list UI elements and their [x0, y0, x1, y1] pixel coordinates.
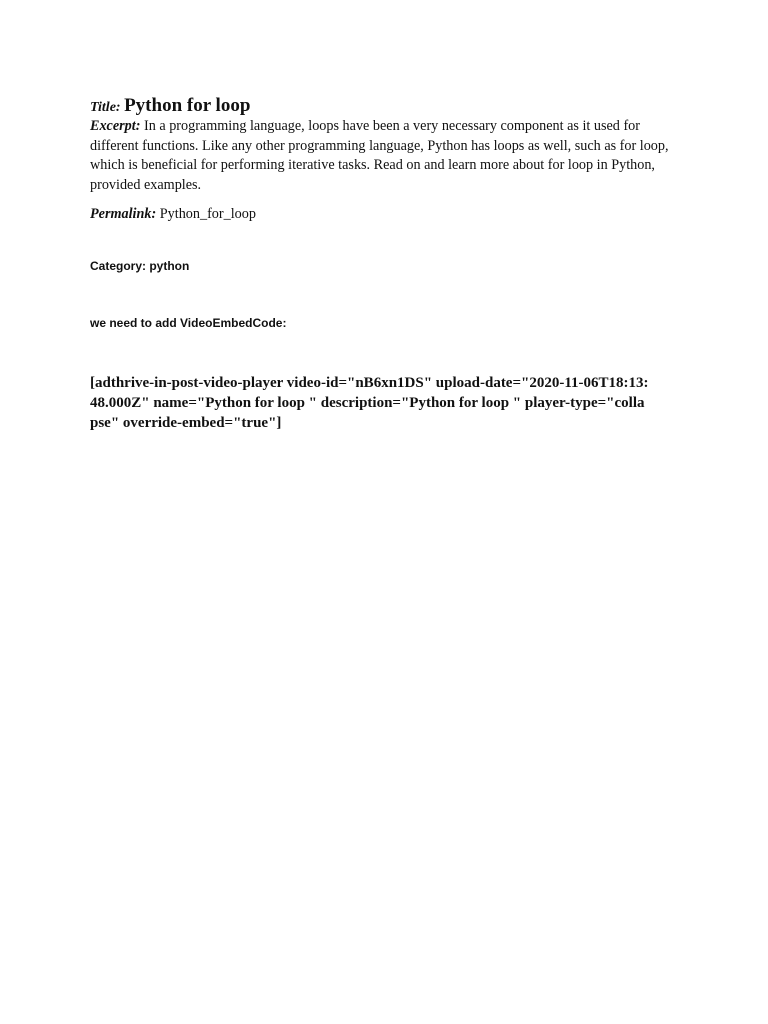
- category-line: Category: python: [90, 259, 190, 273]
- page-title: Python for loop: [124, 95, 251, 116]
- excerpt-label: Excerpt:: [90, 118, 141, 134]
- title-label: Title:: [90, 100, 121, 115]
- permalink-value: Python_for_loop: [159, 206, 256, 222]
- permalink-line: [90, 204, 680, 224]
- video-embed-code: [adthrive-in-post-video-player video-id="nB6xn1DS" upload-date="2020-11-06T18:13:48.000Z" name="Python for loop " description="Python for loop " player-type="collapse" override-embed="true"]: [90, 375, 649, 431]
- excerpt-text: In a programming language, loops have been a very necessary component as it used for different functions. Like any other programming language, Python has loops as well, such as for loop, which is beneficial for performing iterative tasks. Read on and learn more about for loop in Python, provided examples.: [90, 118, 669, 193]
- permalink-label: Permalink:: [90, 206, 157, 222]
- title-line: [90, 95, 680, 119]
- excerpt-paragraph: [90, 117, 680, 195]
- video-embed-note: we need to add VideoEmbedCode:: [90, 316, 287, 330]
